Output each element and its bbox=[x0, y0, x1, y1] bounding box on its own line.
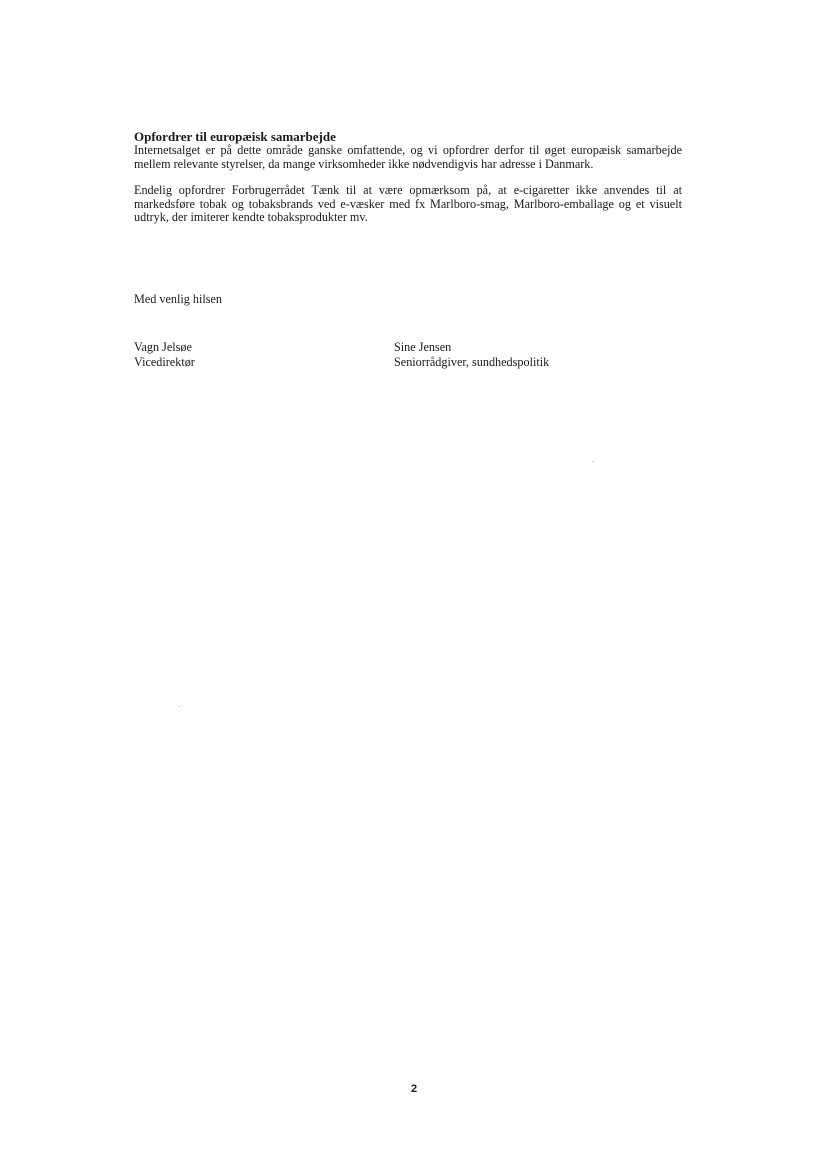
letter-body bbox=[134, 130, 682, 225]
page-number: 2 bbox=[410, 1083, 418, 1095]
scan-speck bbox=[178, 706, 180, 707]
paragraph-internet-sales: Internetsalget er på dette område ganske omfattende, og vi opfordrer derfor til øget europæisk samarbejde mellem relevante styrelser, da mange virksomheder ikke nødvendigvis har adresse i Danmark. bbox=[134, 143, 682, 171]
signatory-title: Seniorrådgiver, sundhedspolitik bbox=[394, 355, 550, 369]
paragraph-e-cigarettes: Endelig opfordrer Forbrugerrådet Tænk til at være opmærksom på, at e-cigaretter ikke anvendes til at markedsføre tobak og tobaksbrands ved e-væsker med fx Marlboro-smag, Marlboro-emballage og et visuelt udtryk, der imiterer kendte tobaksprodukter mv. bbox=[134, 183, 682, 225]
signature-block-2 bbox=[394, 340, 549, 370]
scan-speck bbox=[592, 461, 594, 462]
signature-block-1 bbox=[134, 340, 195, 370]
signatory-title: Vicedirektør bbox=[134, 355, 195, 369]
section-heading: Opfordrer til europæisk samarbejde bbox=[134, 129, 336, 144]
signatory-name: Vagn Jelsøe bbox=[134, 340, 192, 354]
signatory-name: Sine Jensen bbox=[394, 340, 452, 354]
closing-greeting: Med venlig hilsen bbox=[134, 292, 223, 306]
